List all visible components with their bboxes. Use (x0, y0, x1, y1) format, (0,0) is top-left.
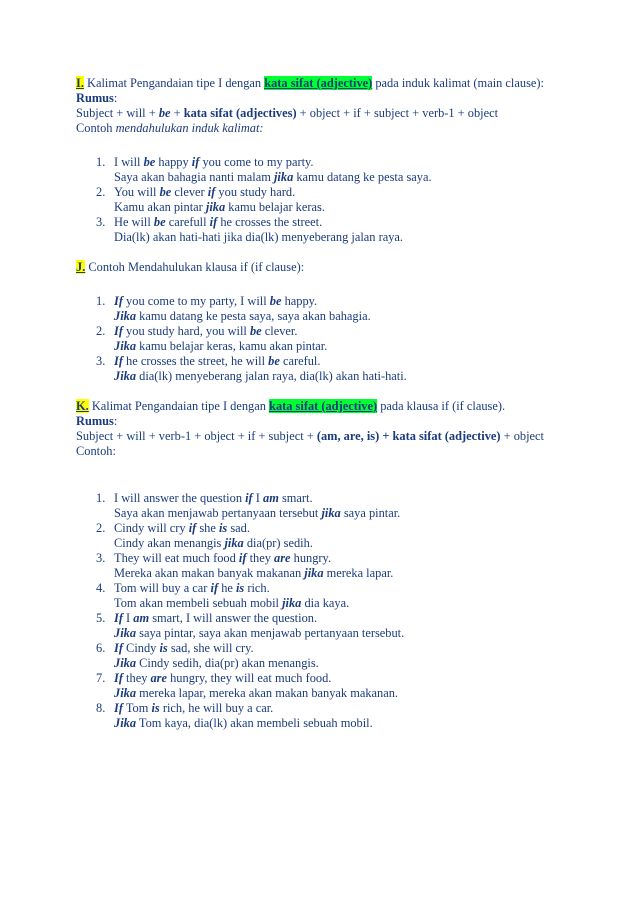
section-k-list (76, 491, 546, 731)
contoh-k: Contoh: (76, 444, 116, 458)
list-item: 3. If he crosses the street, he will be careful. Jika dia(lk) menyeberang jalan raya, dia(lk) akan hati-hati. (96, 354, 407, 383)
list-item: 4. Tom will buy a car if he is rich. Tom akan membeli sebuah mobil jika dia kaya. (96, 581, 350, 610)
list-item: 2. If you study hard, you will be clever. Jika kamu belajar keras, kamu akan pintar. (96, 324, 328, 353)
section-j-label: J. (76, 260, 86, 274)
contoh-i: Contoh mendahulukan induk kalimat: (76, 121, 264, 135)
list-item: 3. He will be carefull if he crosses the street. Dia(lk) akan hati-hati jika dia(lk) menyeberang jalan raya. (96, 215, 403, 244)
list-item: 2. You will be clever if you study hard. Kamu akan pintar jika kamu belajar keras. (96, 185, 325, 214)
section-k-heading: K. Kalimat Pengandaian tipe I dengan kata sifat (adjective) pada klausa if (if clause). (76, 399, 506, 413)
formula-i: Subject + will + be + kata sifat (adjectives) + object + if + subject + verb-1 + object (76, 106, 499, 120)
adjective-highlight: kata sifat (adjective) (264, 76, 373, 90)
list-item: 1. I will answer the question if I am smart. Saya akan menjawab pertanyaan tersebut jika saya pintar. (96, 491, 401, 520)
list-item: 1. If you come to my party, I will be happy. Jika kamu datang ke pesta saya, saya akan bahagia. (96, 294, 371, 323)
list-item: 3. They will eat much food if they are hungry. Mereka akan makan banyak makanan jika mereka lapar. (96, 551, 394, 580)
document-page (76, 76, 546, 731)
list-item: 8. If Tom is rich, he will buy a car. Jika Tom kaya, dia(lk) akan membeli sebuah mobil. (96, 701, 373, 730)
section-k-label: K. (76, 399, 89, 413)
section-j-list (76, 294, 546, 384)
list-item: 5. If I am smart, I will answer the question. Jika saya pintar, saya akan menjawab pertanyaan tersebut. (96, 611, 405, 640)
section-i-list (76, 155, 546, 245)
adjective-highlight: kata sifat (adjective) (269, 399, 378, 413)
section-j-heading: J. Contoh Mendahulukan klausa if (if clause): (76, 260, 305, 274)
formula-k: Subject + will + verb-1 + object + if + subject + (am, are, is) + kata sifat (adjective) + object (76, 429, 544, 443)
list-item: 2. Cindy will cry if she is sad. Cindy akan menangis jika dia(pr) sedih. (96, 521, 313, 550)
list-item: 6. If Cindy is sad, she will cry. Jika Cindy sedih, dia(pr) akan menangis. (96, 641, 319, 670)
section-i-label: I. (76, 76, 84, 90)
rumus-label: Rumus: (76, 91, 118, 105)
list-item: 7. If they are hungry, they will eat much food. Jika mereka lapar, mereka akan makan banyak makanan. (96, 671, 399, 700)
list-item: 1. I will be happy if you come to my party. Saya akan bahagia nanti malam jika kamu datang ke pesta saya. (96, 155, 432, 184)
rumus-label: Rumus: (76, 414, 118, 428)
section-i-heading: I. Kalimat Pengandaian tipe I dengan kata sifat (adjective) pada induk kalimat (main clause): (76, 76, 544, 90)
